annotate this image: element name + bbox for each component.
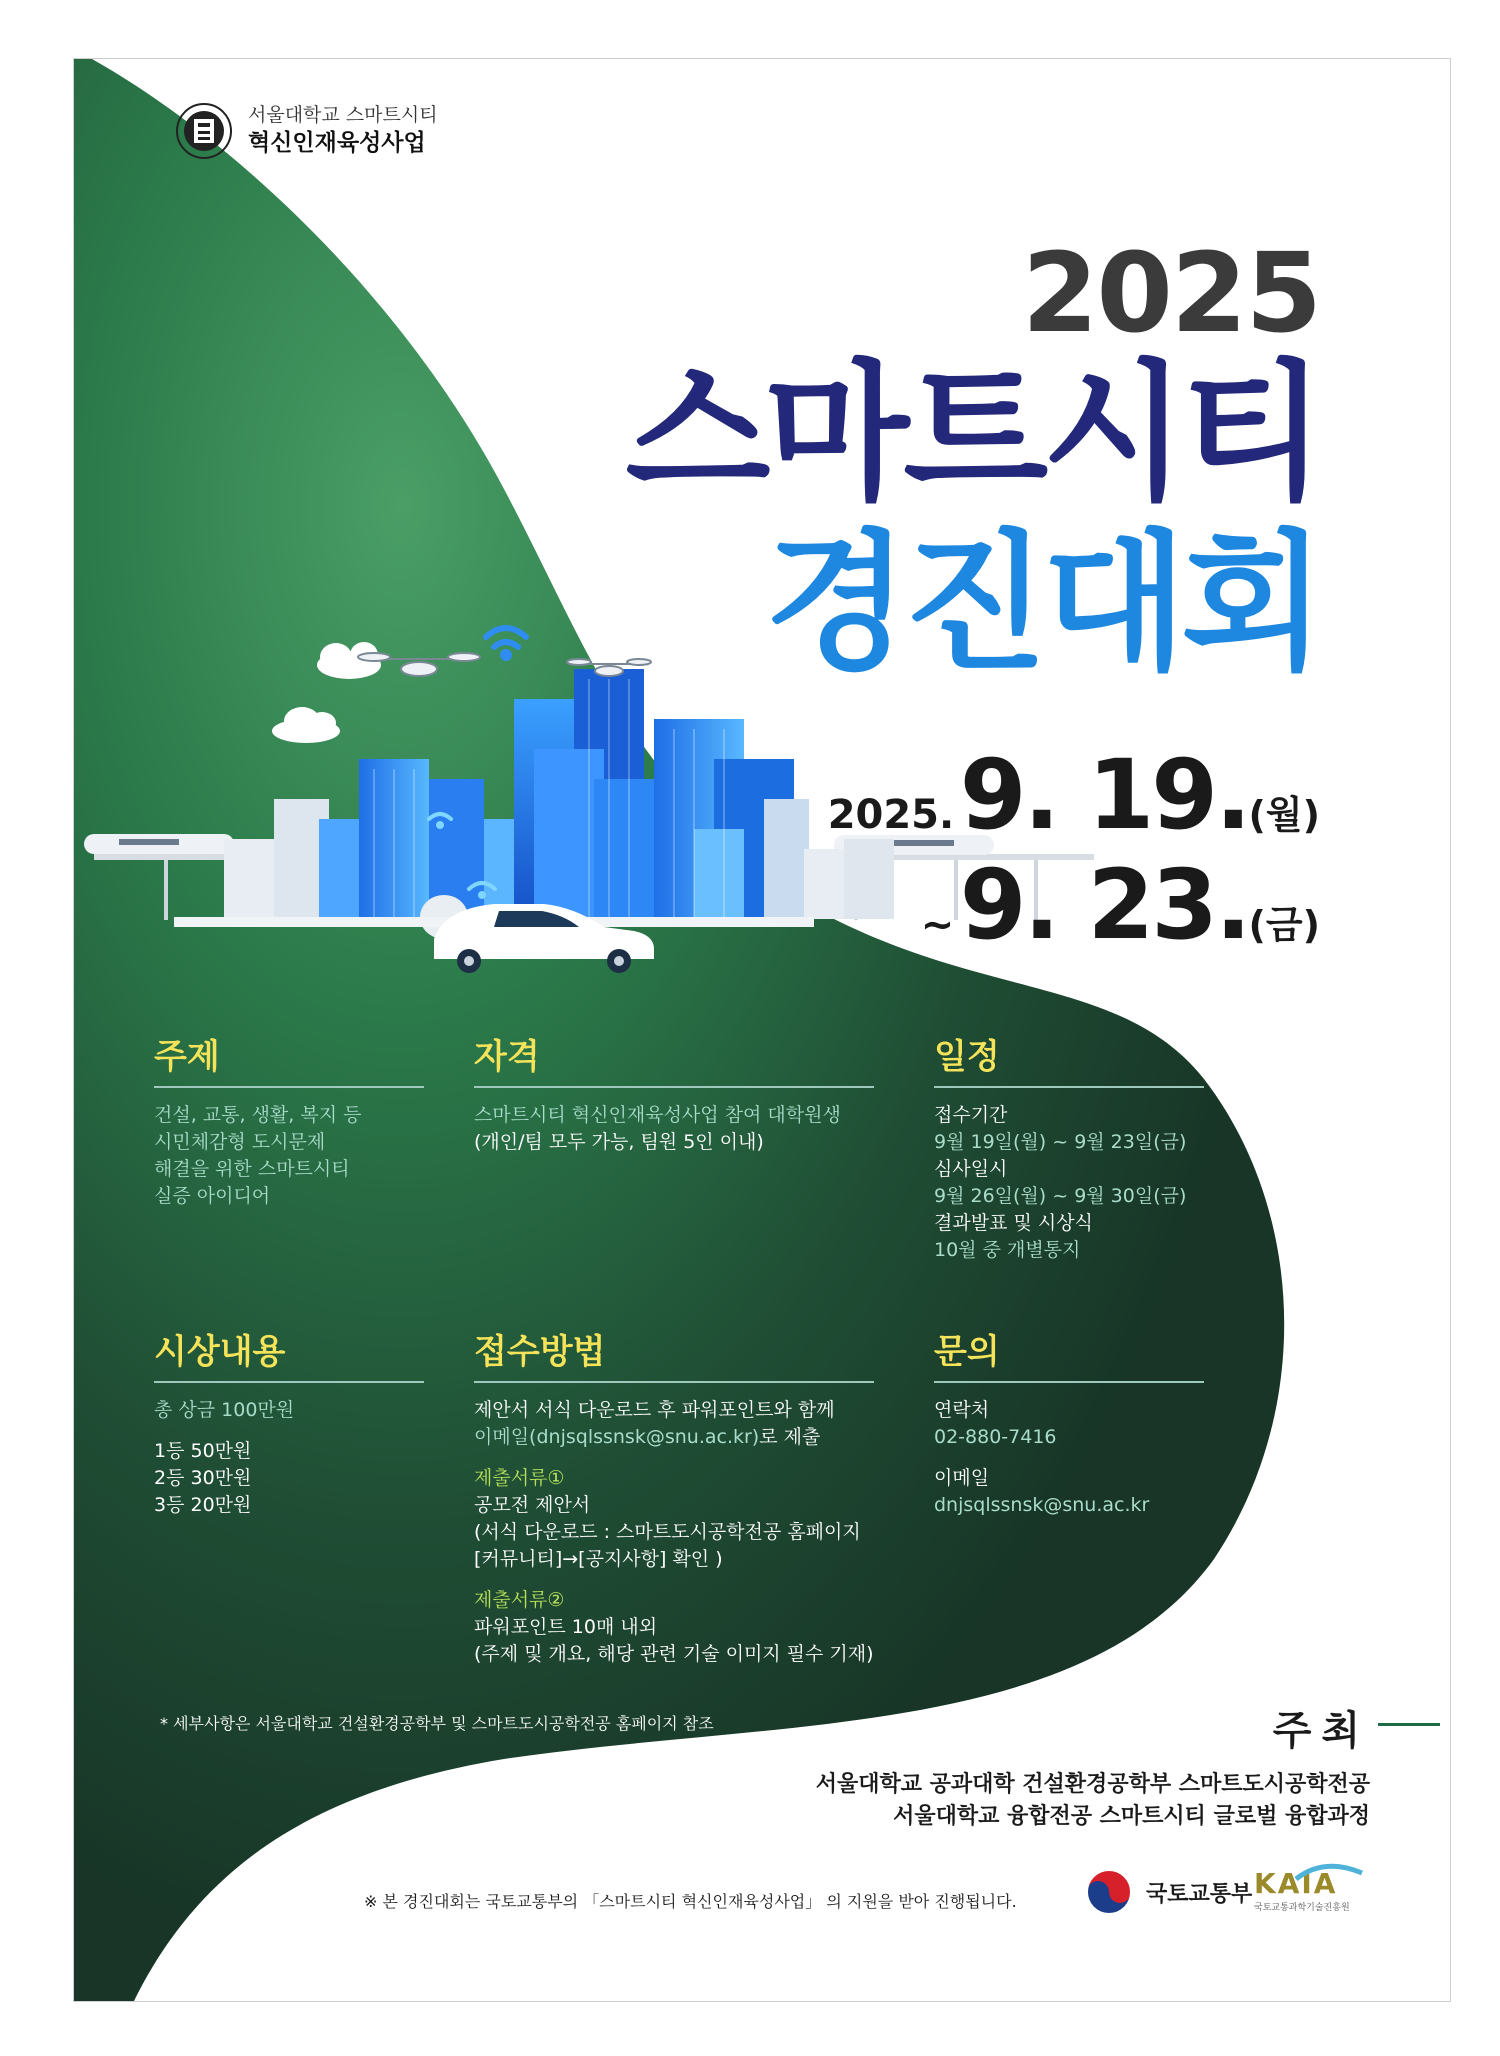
section-submission [474,1324,874,1668]
contact-phone: 02-880-7416 [934,1426,1057,1448]
kaia-swoosh-icon [1294,1863,1364,1881]
section-schedule [934,1029,1204,1264]
org-line-2: 혁신인재육성사업 [248,130,426,157]
contact-email: dnjsqlssnsk@snu.ac.kr [934,1494,1150,1516]
prize-total: 총 상금 100만원 [154,1399,295,1421]
date-end-prefix: ~ [920,902,955,948]
contact-email-label: 이메일 [934,1467,990,1489]
prize-rank: 2등 30만원 [154,1467,252,1489]
topic-line: 실증 아이디어 [154,1185,271,1207]
host-heading: 주최 [1272,1708,1370,1754]
schedule-label: 심사일시 [934,1158,1008,1180]
schedule-value: 9월 26일(월) ~ 9월 30일(금) [934,1185,1187,1207]
host-line-1: 서울대학교 공과대학 건설환경공학부 스마트도시공학전공 [815,1772,1370,1797]
submission-doc-title: 제출서류① [474,1467,565,1489]
date-end-weekday: (금) [1248,903,1320,947]
prize-rank: 3등 20만원 [154,1494,252,1516]
submission-doc-line: (서식 다운로드 : 스마트도시공학전공 홈페이지 [474,1521,861,1543]
org-line-1: 서울대학교 스마트시티 [248,103,438,126]
taegeuk-icon [1084,1867,1134,1917]
topic-line: 건설, 교통, 생활, 복지 등 [154,1104,362,1126]
event-title-line-1: 스마트시티 [625,347,1320,521]
section-eligibility [474,1029,874,1156]
kaia-name: KAIA [1254,1867,1338,1900]
molit-logo [1084,1867,1252,1917]
submission-doc-line: (주제 및 개요, 해당 관련 기술 이미지 필수 기재) [474,1643,874,1665]
event-year: 2025 [1021,229,1320,357]
section-heading: 일정 [934,1029,1204,1088]
submission-doc-title: 제출서류② [474,1589,565,1611]
org-logo [174,101,438,161]
support-note: ※ 본 경진대회는 국토교통부의 「스마트시티 혁신인재육성사업」 의 지원을 받아 진행됩니다. [364,1892,1017,1911]
topic-line: 해결을 위한 스마트시티 [154,1158,350,1180]
schedule-label: 접수기간 [934,1104,1008,1126]
host-divider [1378,1723,1440,1726]
date-end [921,849,1320,961]
submission-intro: 제안서 서식 다운로드 후 파워포인트와 함께 [474,1399,835,1421]
topic-line: 시민체감형 도시문제 [154,1131,326,1153]
poster [73,58,1451,2002]
section-heading: 시상내용 [154,1324,424,1383]
section-heading: 접수방법 [474,1324,874,1383]
prize-rank: 1등 50만원 [154,1440,252,1462]
event-title-line-2: 경진대회 [764,517,1320,691]
schedule-value: 10월 중 개별통지 [934,1239,1081,1261]
date-start-weekday: (월) [1248,793,1320,837]
submission-doc-line: 공모전 제안서 [474,1494,591,1516]
kaia-logo [1254,1867,1350,1913]
submission-doc-line: 파워포인트 10매 내외 [474,1616,658,1638]
section-topic [154,1029,424,1210]
date-start-main: 9. 19. [959,739,1249,851]
section-prize [154,1324,424,1519]
section-heading: 자격 [474,1029,874,1088]
submission-intro-rest: 로 제출 [759,1426,821,1448]
schedule-value: 9월 19일(월) ~ 9월 23일(금) [934,1131,1187,1153]
eligibility-line: (개인/팀 모두 가능, 팀원 5인 이내) [474,1131,764,1153]
section-heading: 주제 [154,1029,424,1088]
date-start [828,739,1320,851]
date-start-prefix: 2025. [827,792,955,838]
details-note: * 세부사항은 서울대학교 건설환경공학부 및 스마트도시공학전공 홈페이지 참조 [160,1714,714,1733]
host-line-2: 서울대학교 융합전공 스마트시티 글로벌 융합과정 [893,1804,1370,1829]
date-end-main: 9. 23. [959,849,1249,961]
submission-email: 이메일(dnjsqlssnsk@snu.ac.kr) [474,1426,760,1448]
snu-emblem-icon [174,101,234,161]
section-heading: 문의 [934,1324,1204,1383]
kaia-subtitle: 국토교통과학기술진흥원 [1254,1903,1350,1913]
section-contact [934,1324,1204,1519]
schedule-label: 결과발표 및 시상식 [934,1212,1093,1234]
molit-name: 국토교통부 [1146,1881,1253,1907]
submission-doc-line: [커뮤니티]→[공지사항] 확인 ) [474,1548,723,1570]
contact-phone-label: 연락처 [934,1399,990,1421]
eligibility-line: 스마트시티 혁신인재육성사업 참여 대학원생 [474,1104,841,1126]
